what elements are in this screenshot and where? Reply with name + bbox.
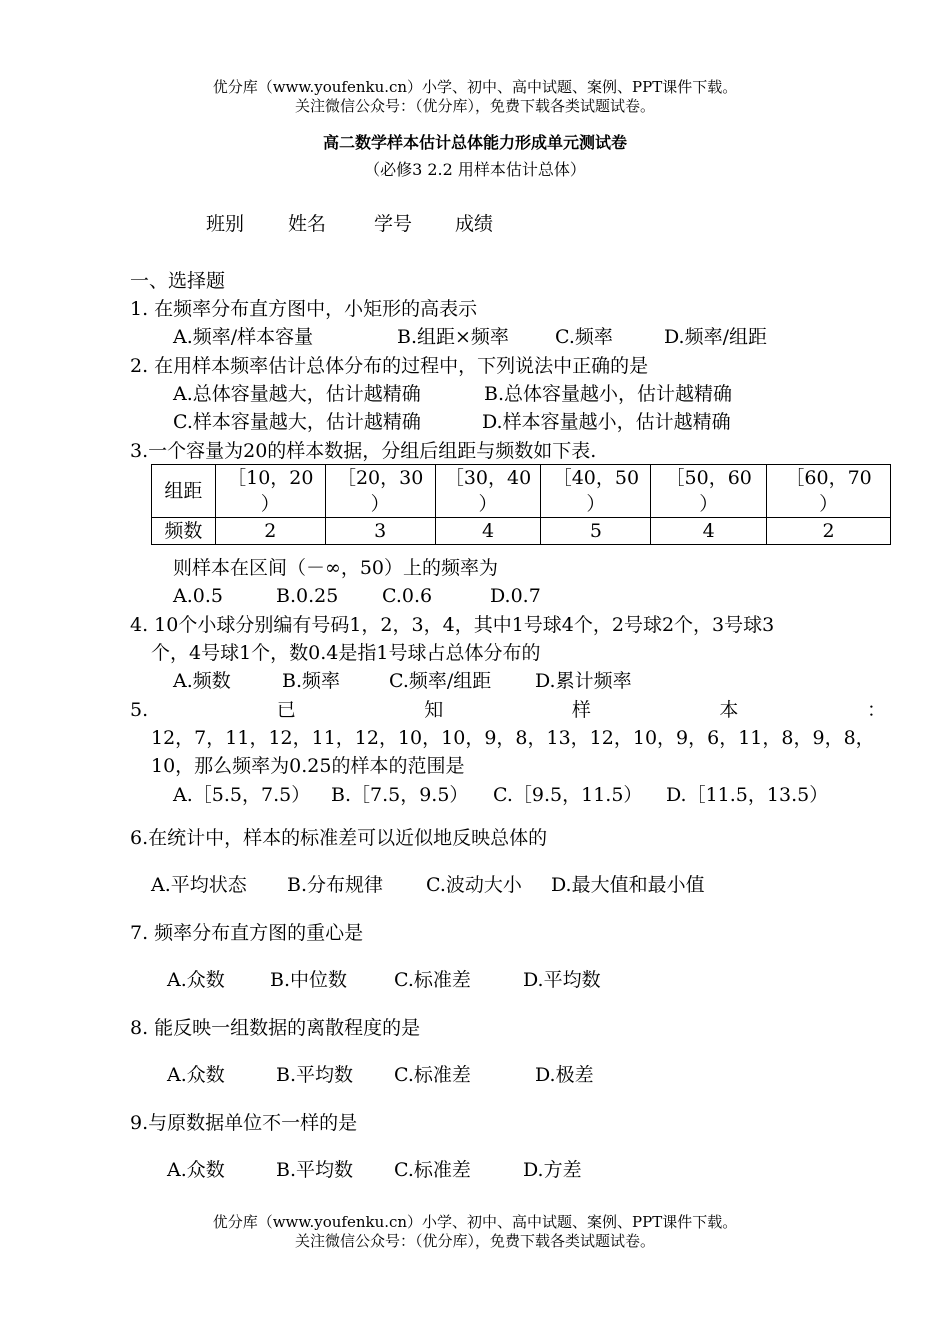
question-8: 8. 能反映一组数据的离散程度的是 — [130, 1017, 421, 1039]
header-line-1: 优分库（www.youfenku.cn）小学、初中、高中试题、案例、PPT课件下载。 — [212, 78, 738, 96]
table-cell: 2 — [215, 518, 325, 545]
q2-option-a: A.总体容量越大，估计越精确 — [173, 383, 421, 405]
info-score: 成绩 — [455, 213, 494, 235]
q3-option-d: D.0.7 — [490, 585, 541, 607]
q5-option-b: B.［7.5，9.5） — [331, 784, 469, 806]
q1-option-b: B.组距×频率 — [397, 326, 509, 348]
q6-option-a: A.平均状态 — [151, 874, 247, 896]
q8-option-a: A.众数 — [167, 1064, 225, 1086]
table-cell: ［40，50 ） — [541, 465, 651, 518]
footer-line-2: 关注微信公众号：（优分库），免费下载各类试题试卷。 — [294, 1232, 655, 1250]
table-cell: ［50，60 ） — [651, 465, 767, 518]
header-line-2: 关注微信公众号：（优分库），免费下载各类试题试卷。 — [294, 97, 655, 115]
info-student-id: 学号 — [374, 213, 413, 235]
question-1: 1. 在频率分布直方图中，小矩形的高表示 — [130, 298, 478, 320]
q7-option-b: B.中位数 — [270, 969, 348, 991]
q6-option-d: D.最大值和最小值 — [551, 874, 705, 896]
question-4-line-2: 个，4号球1个，数0.4是指1号球占总体分布的 — [151, 642, 541, 664]
question-7: 7. 频率分布直方图的重心是 — [130, 922, 364, 944]
question-5-line-2: 12，7，11，12，11，12，10，10，9，8，13，12，10，9，6，11，8，9，8， — [151, 727, 875, 749]
q5-option-d: D.［11.5，13.5） — [666, 784, 829, 806]
info-name: 姓名 — [288, 213, 327, 235]
page-subtitle: （必修3 2.2 用样本估计总体） — [364, 160, 586, 179]
table-row — [152, 518, 891, 545]
question-3: 3.一个容量为20的样本数据，分组后组距与频数如下表. — [130, 440, 597, 462]
question-5-line-3: 10，那么频率为0.25的样本的范围是 — [151, 755, 465, 777]
q5-option-c: C.［9.5，11.5） — [493, 784, 643, 806]
q4-option-c: C.频率/组距 — [389, 670, 492, 692]
q4-option-a: A.频数 — [173, 670, 231, 692]
q3-stem: 则样本在区间（－∞，50）上的频率为 — [173, 557, 499, 579]
q8-option-b: B.平均数 — [276, 1064, 354, 1086]
info-class: 班别 — [206, 213, 245, 235]
question-9: 9.与原数据单位不一样的是 — [130, 1112, 358, 1134]
q1-option-c: C.频率 — [555, 326, 613, 348]
q3-option-c: C.0.6 — [382, 585, 433, 607]
q9-option-b: B.平均数 — [276, 1159, 354, 1181]
q7-option-c: C.标准差 — [394, 969, 471, 991]
question-6: 6.在统计中，样本的标准差可以近似地反映总体的 — [130, 827, 548, 849]
q2-option-b: B.总体容量越小，估计越精确 — [484, 383, 733, 405]
table-cell: ［30，40 ） — [435, 465, 541, 518]
table-cell: ［20，30 ） — [325, 465, 435, 518]
q5-option-a: A.［5.5，7.5） — [173, 784, 311, 806]
question-5-line-1: 5. 已 知 样 本 ： — [130, 699, 886, 721]
table-cell: 4 — [435, 518, 541, 545]
table-cell: ［10，20 ） — [215, 465, 325, 518]
table-cell: 4 — [651, 518, 767, 545]
table-row — [152, 465, 891, 518]
frequency-table — [151, 464, 891, 545]
q9-option-d: D.方差 — [523, 1159, 582, 1181]
q8-option-d: D.极差 — [535, 1064, 594, 1086]
q9-option-a: A.众数 — [167, 1159, 225, 1181]
q6-option-b: B.分布规律 — [287, 874, 384, 896]
q1-option-d: D.频率/组距 — [664, 326, 767, 348]
table-cell: 3 — [325, 518, 435, 545]
table-cell: 5 — [541, 518, 651, 545]
q4-option-d: D.累计频率 — [535, 670, 632, 692]
table-cell: ［60，70 ） — [767, 465, 891, 518]
q7-option-d: D.平均数 — [523, 969, 601, 991]
q8-option-c: C.标准差 — [394, 1064, 471, 1086]
section-heading: 一、选择题 — [130, 270, 226, 292]
q2-option-c: C.样本容量越大，估计越精确 — [173, 411, 421, 433]
q7-option-a: A.众数 — [167, 969, 225, 991]
page-title: 高二数学样本估计总体能力形成单元测试卷 — [322, 133, 627, 152]
q1-option-a: A.频率/样本容量 — [173, 326, 314, 348]
q3-option-a: A.0.5 — [173, 585, 223, 607]
question-4-line-1: 4. 10个小球分别编有号码1，2，3，4，其中1号球4个，2号球2个，3号球3 — [130, 614, 775, 636]
q6-option-c: C.波动大小 — [426, 874, 522, 896]
question-2: 2. 在用样本频率估计总体分布的过程中，下列说法中正确的是 — [130, 355, 649, 377]
table-header-cell: 组距 — [152, 465, 216, 518]
footer-line-1: 优分库（www.youfenku.cn）小学、初中、高中试题、案例、PPT课件下载。 — [212, 1213, 738, 1231]
table-cell: 2 — [767, 518, 891, 545]
q3-option-b: B.0.25 — [276, 585, 339, 607]
q4-option-b: B.频率 — [282, 670, 341, 692]
q9-option-c: C.标准差 — [394, 1159, 471, 1181]
q2-option-d: D.样本容量越小，估计越精确 — [482, 411, 731, 433]
table-header-cell: 频数 — [152, 518, 216, 545]
